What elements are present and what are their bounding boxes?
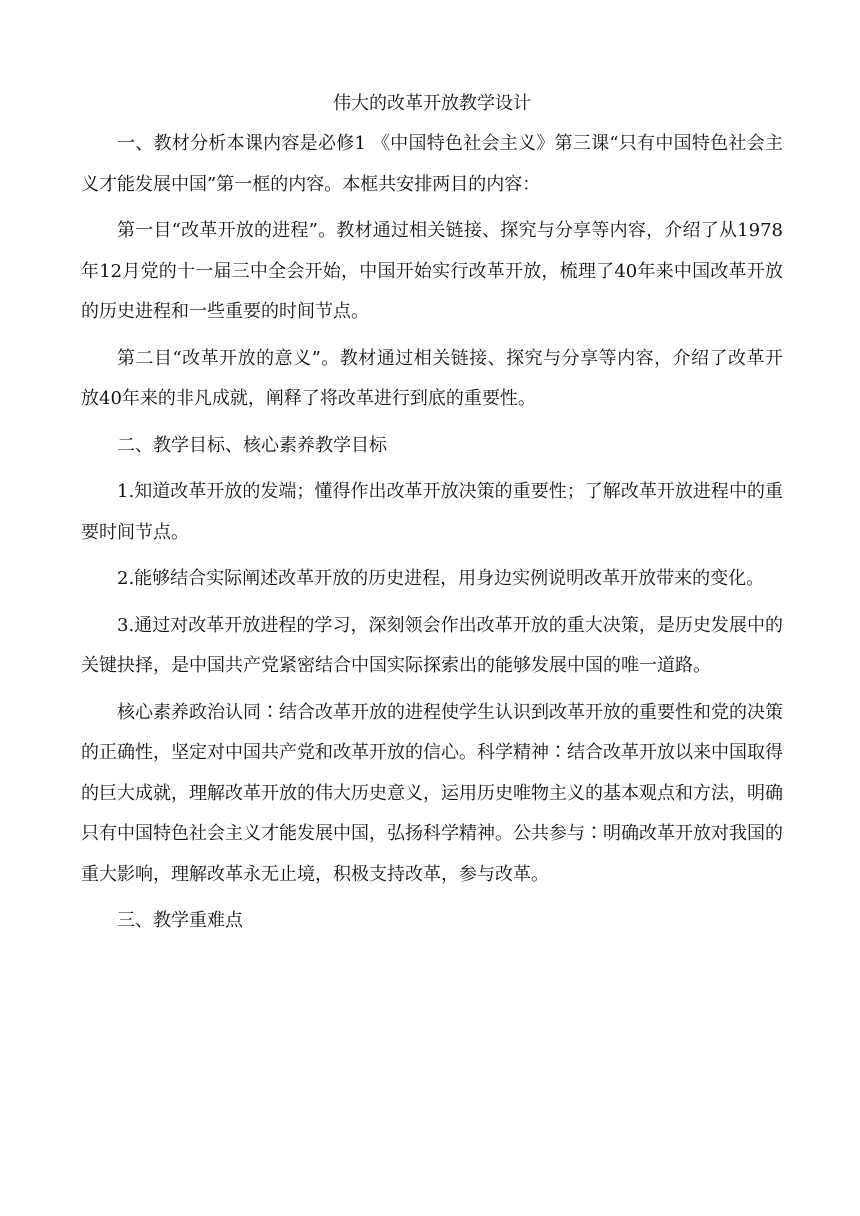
document-title: 伟大的改革开放教学设计 xyxy=(333,93,531,114)
paragraph-teaching-goals-heading: 二、教学目标、核心素养教学目标 xyxy=(117,434,387,456)
paragraph-goal-2: 2.能够结合实际阐述改革开放的历史进程，用身边实例说明改革开放带来的变化。 xyxy=(117,568,765,589)
paragraph-section-one: 第一目“改革开放的进程”。教材通过相关链接、探究与分享等内容，介绍了从1978年12月党的十一届三中全会开始，中国开始实行改革开放，梳理了40年来中国改革开放的历史进程和一些重要的时间节点。 xyxy=(81,220,783,322)
document-body xyxy=(81,84,783,948)
paragraph-goal-1: 1.知道改革开放的发端；懂得作出改革开放决策的重要性；了解改革开放进程中的重要时间节点。 xyxy=(81,481,783,543)
paragraph-goal-3: 3.通过对改革开放进程的学习，深刻领会作出改革开放的重大决策，是历史发展中的关键抉择，是中国共产党紧密结合中国实际探索出的能够发展中国的唯一道路。 xyxy=(81,614,783,676)
paragraph-core-literacy: 核心素养政治认同∶结合改革开放的进程使学生认识到改革开放的重要性和党的决策的正确性，坚定对中国共产党和改革开放的信心。科学精神∶结合改革开放以来中国取得的巨大成就，理解改革开放的伟大历史意义，运用历史唯物主义的基本观点和方法，明确只有中国特色社会主义才能发展中国，弘扬科学精神。公共参与∶明确改革开放对我国的重大影响，理解改革永无止境，积极支持改革，参与改革。 xyxy=(81,701,783,885)
paragraph-section-two: 第二目“改革开放的意义”。教材通过相关链接、探究与分享等内容，介绍了改革开放40年来的非凡成就，阐释了将改革进行到底的重要性。 xyxy=(81,347,783,409)
paragraph-key-difficulties-heading: 三、教学重难点 xyxy=(117,910,243,931)
paragraph-textbook-analysis: 一、教材分析本课内容是必修1 《中国特色社会主义》第三课“只有中国特色社会主义才能发展中国”第一框的内容。本框共安排两目的内容： xyxy=(81,133,783,195)
